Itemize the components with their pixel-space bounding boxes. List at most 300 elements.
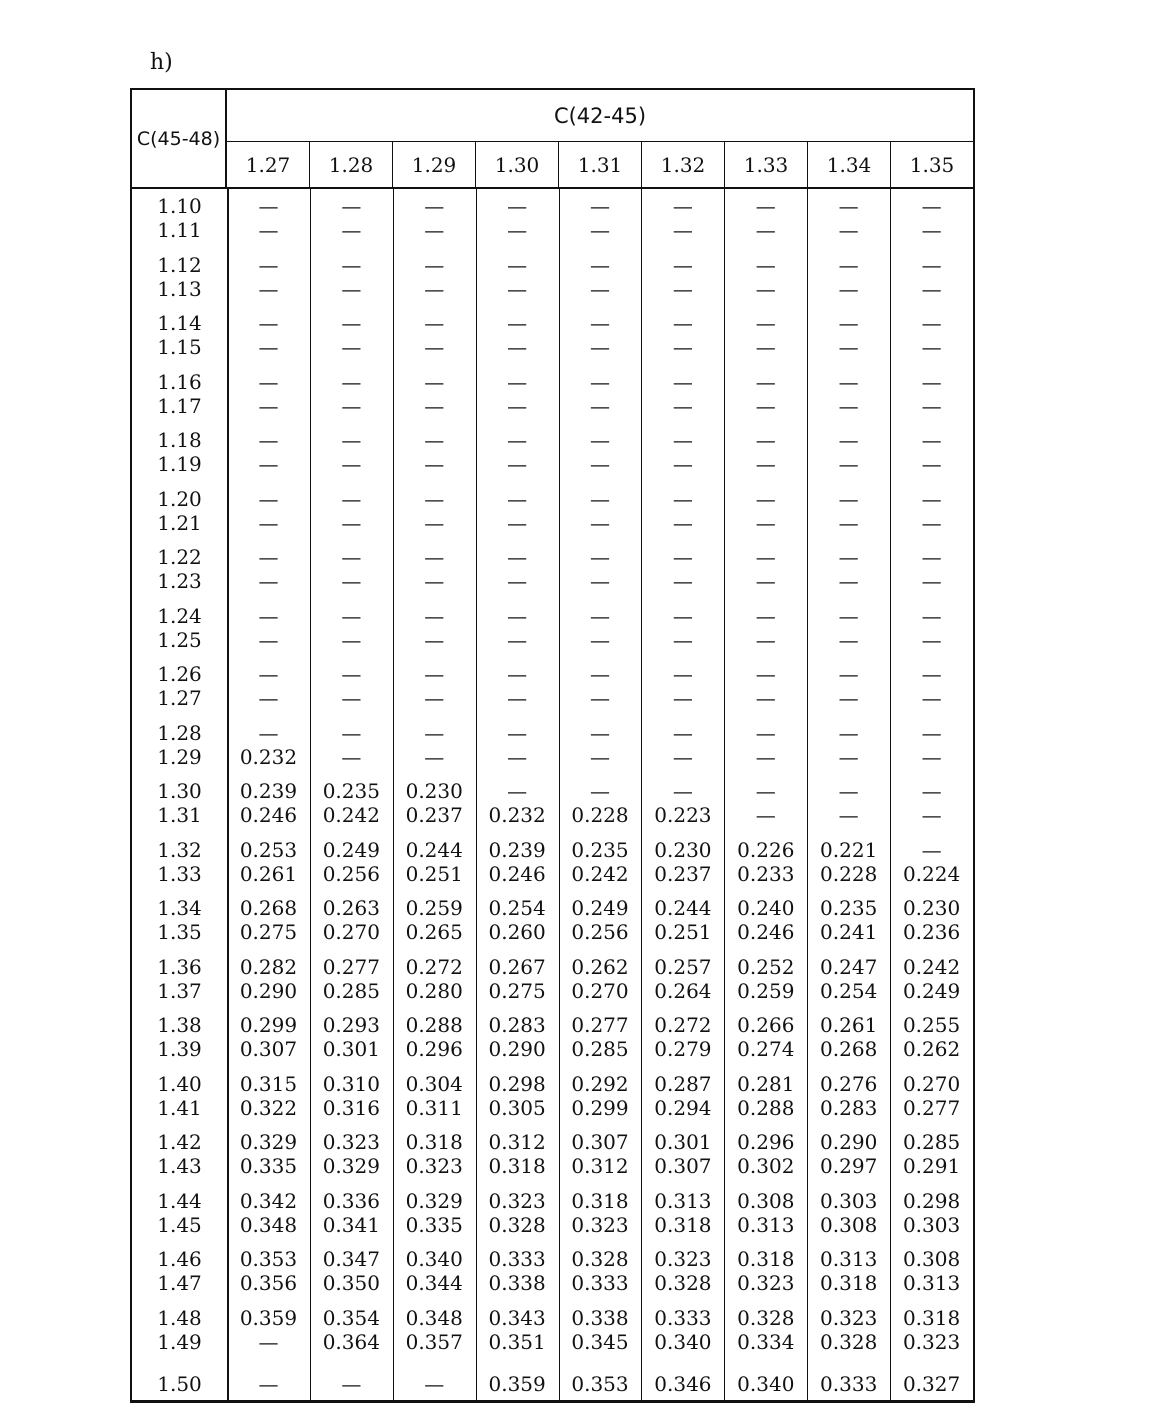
table-cell: 0.235 — [820, 896, 878, 920]
table-cell: 0.323 — [405, 1154, 463, 1178]
table-cell: 0.261 — [820, 1013, 878, 1037]
table-row — [132, 394, 973, 418]
table-cell: — — [507, 393, 528, 418]
table-cell: 0.345 — [571, 1329, 629, 1354]
table-cell: — — [590, 369, 610, 394]
row-label: 1.36 — [157, 954, 202, 979]
table-cell: — — [258, 627, 279, 652]
table-cell: — — [921, 428, 942, 452]
table-cell: — — [921, 252, 942, 277]
table-row — [132, 1072, 973, 1096]
table-cell: — — [921, 369, 942, 394]
table-cell: — — [258, 311, 279, 335]
table-cell: — — [424, 369, 445, 394]
table-cell: 0.256 — [322, 861, 380, 886]
table-cell: — — [507, 720, 528, 745]
table-cell: 0.235 — [322, 779, 380, 803]
table-cell: 0.333 — [654, 1305, 712, 1330]
table-cell: — — [672, 545, 693, 569]
table-row — [132, 487, 973, 511]
table-label: h) — [150, 50, 173, 75]
table-cell: — — [507, 428, 528, 452]
table-cell: 0.296 — [405, 1037, 463, 1061]
table-cell: — — [921, 218, 942, 242]
table-row — [132, 1130, 973, 1154]
table-cell: — — [507, 218, 528, 242]
table-cell: 0.254 — [488, 896, 546, 920]
table-row — [132, 838, 973, 862]
row-label: 1.34 — [157, 896, 202, 920]
table-cell: 0.338 — [488, 1271, 546, 1295]
table-cell: 0.348 — [405, 1305, 463, 1330]
table-cell: — — [424, 720, 445, 745]
table-cell: — — [672, 194, 693, 218]
table-cell: — — [672, 720, 693, 745]
table-cell: 0.323 — [571, 1212, 629, 1237]
table-cell: 0.312 — [488, 1130, 546, 1154]
table-cell: — — [258, 1372, 279, 1396]
row-label: 1.12 — [157, 252, 202, 277]
table-cell: 0.298 — [488, 1071, 546, 1096]
table-cell: — — [838, 720, 859, 745]
table-cell: 0.290 — [488, 1037, 546, 1061]
table-cell: — — [921, 803, 942, 827]
table-cell: 0.336 — [322, 1188, 380, 1213]
table-cell: — — [590, 393, 610, 418]
table-cell: — — [258, 194, 279, 218]
table-cell: 0.328 — [654, 1271, 712, 1295]
row-label: 1.17 — [157, 393, 202, 418]
table-row — [132, 335, 973, 359]
column-header: 1.34 — [808, 142, 891, 187]
table-cell: — — [341, 720, 362, 745]
table-cell: 0.313 — [737, 1212, 795, 1237]
table-cell: 0.230 — [405, 779, 463, 803]
table-cell: 0.353 — [571, 1372, 629, 1396]
table-cell: 0.356 — [239, 1271, 298, 1295]
table-cell: — — [507, 744, 528, 769]
table-cell: — — [424, 545, 445, 569]
table-cell: — — [672, 218, 693, 242]
table-cell: — — [672, 744, 693, 769]
table-cell: 0.311 — [405, 1095, 463, 1120]
table-cell: 0.359 — [488, 1372, 546, 1396]
table-cell: — — [258, 603, 279, 628]
table-cell: 0.259 — [405, 896, 463, 920]
table-cell: 0.308 — [737, 1188, 795, 1213]
table-cell: — — [838, 486, 859, 511]
table-cell: 0.323 — [820, 1305, 878, 1330]
table-cell: — — [507, 311, 528, 335]
table-cell: 0.307 — [654, 1154, 712, 1178]
table-row — [132, 569, 973, 593]
table-row — [132, 955, 973, 979]
table-cell: — — [258, 335, 279, 359]
table-cell: 0.244 — [405, 837, 463, 862]
table-cell: — — [755, 603, 776, 628]
table-cell: — — [341, 369, 362, 394]
table-cell: 0.328 — [571, 1247, 629, 1271]
row-label: 1.45 — [157, 1212, 202, 1237]
table-cell: — — [507, 252, 528, 277]
table-cell: — — [341, 276, 362, 301]
table-cell: 0.323 — [737, 1271, 795, 1295]
table-cell: 0.335 — [405, 1212, 463, 1237]
table-cell: 0.246 — [239, 803, 298, 827]
table-cell: 0.221 — [820, 837, 878, 862]
table-cell: — — [755, 252, 776, 277]
table-cell: 0.262 — [571, 954, 629, 979]
table-cell: — — [838, 393, 859, 418]
table-cell: 0.267 — [488, 954, 546, 979]
table-cell: — — [838, 369, 859, 394]
table-cell: — — [507, 627, 528, 652]
table-cell: — — [507, 276, 528, 301]
table-cell: — — [921, 662, 942, 686]
table-cell: — — [258, 276, 279, 301]
table-cell: 0.305 — [488, 1095, 546, 1120]
table-row — [132, 745, 973, 769]
row-label: 1.18 — [157, 428, 202, 452]
table-cell: 0.323 — [488, 1188, 546, 1213]
table-cell: — — [590, 603, 610, 628]
table-cell: 0.282 — [239, 954, 298, 979]
table-cell: 0.265 — [405, 920, 463, 944]
table-cell: 0.341 — [322, 1212, 380, 1237]
table-cell: — — [838, 428, 859, 452]
table-cell: 0.232 — [239, 744, 298, 769]
table-cell: — — [341, 452, 362, 476]
table-cell: — — [424, 452, 445, 476]
table-cell: 0.316 — [322, 1095, 380, 1120]
table-cell: 0.272 — [654, 1013, 712, 1037]
table-cell: 0.329 — [322, 1154, 380, 1178]
table-cell: 0.228 — [571, 803, 629, 827]
table-cell: 0.247 — [820, 954, 878, 979]
table-cell: — — [755, 627, 776, 652]
table-cell: 0.313 — [654, 1188, 712, 1213]
table-cell: 0.323 — [322, 1130, 380, 1154]
table-cell: — — [921, 276, 942, 301]
table-cell: 0.280 — [405, 978, 463, 1003]
table-cell: — — [590, 311, 610, 335]
column-headers — [227, 142, 973, 187]
table-cell: 0.285 — [902, 1130, 961, 1154]
table-cell: 0.303 — [902, 1212, 961, 1237]
table-cell: — — [755, 744, 776, 769]
table-cell: — — [590, 218, 610, 242]
table-cell: — — [507, 603, 528, 628]
table-cell: — — [424, 428, 445, 452]
table-cell: — — [921, 686, 942, 710]
table-cell: 0.228 — [820, 861, 878, 886]
table-cell: 0.299 — [571, 1095, 629, 1120]
row-label: 1.27 — [157, 686, 202, 710]
table-cell: 0.351 — [488, 1329, 546, 1354]
table-row — [132, 311, 973, 335]
column-group-header: C(42-45) — [227, 90, 973, 142]
row-label: 1.41 — [157, 1095, 202, 1120]
table-cell: — — [341, 569, 362, 593]
table-cell: — — [341, 510, 362, 535]
table-row — [132, 1306, 973, 1330]
table-row — [132, 1189, 973, 1213]
table-cell: — — [672, 428, 693, 452]
table-cell: — — [590, 486, 610, 511]
row-label: 1.33 — [157, 861, 202, 886]
table-row — [132, 545, 973, 569]
table-cell: 0.296 — [737, 1130, 795, 1154]
table-cell: — — [258, 662, 279, 686]
table-cell: 0.281 — [737, 1071, 795, 1096]
table-cell: — — [424, 276, 445, 301]
table-cell: 0.328 — [820, 1329, 878, 1354]
table-cell: — — [838, 218, 859, 242]
table-cell: — — [672, 569, 693, 593]
table-cell: — — [755, 428, 776, 452]
table-cell: 0.359 — [239, 1305, 298, 1330]
table-cell: 0.226 — [737, 837, 795, 862]
table-cell: 0.335 — [239, 1154, 298, 1178]
table-cell: 0.354 — [322, 1305, 380, 1330]
table-cell: 0.257 — [654, 954, 712, 979]
table-cell: — — [838, 545, 859, 569]
table-cell: 0.313 — [820, 1247, 878, 1271]
table-row — [132, 1037, 973, 1061]
row-label: 1.32 — [157, 837, 202, 862]
table-cell: 0.303 — [820, 1188, 878, 1213]
table-cell: — — [838, 569, 859, 593]
table-cell: — — [424, 686, 445, 710]
table-cell: — — [838, 311, 859, 335]
row-label: 1.26 — [157, 662, 202, 686]
table-cell: 0.308 — [902, 1247, 961, 1271]
table-row — [132, 803, 973, 827]
table-cell: 0.288 — [737, 1095, 795, 1120]
table-cell: 0.263 — [322, 896, 380, 920]
table-cell: 0.236 — [902, 920, 961, 944]
table-cell: — — [341, 686, 362, 710]
table-row — [132, 1013, 973, 1037]
table-cell: — — [755, 194, 776, 218]
table-cell: — — [921, 194, 942, 218]
table-cell: 0.251 — [405, 861, 463, 886]
table-cell: 0.260 — [488, 920, 546, 944]
table-cell: — — [755, 662, 776, 686]
table-cell: — — [672, 369, 693, 394]
table-cell: — — [258, 1329, 279, 1354]
table-cell: — — [672, 662, 693, 686]
row-label: 1.43 — [157, 1154, 202, 1178]
column-header: 1.31 — [559, 142, 642, 187]
row-label: 1.49 — [157, 1329, 202, 1354]
table-cell: 0.298 — [902, 1188, 961, 1213]
table-cell: 0.318 — [405, 1130, 463, 1154]
table-cell: — — [755, 569, 776, 593]
table-cell: — — [258, 252, 279, 277]
table-cell: — — [755, 720, 776, 745]
row-header: C(45-48) — [132, 90, 227, 187]
table-cell: — — [838, 194, 859, 218]
row-label: 1.38 — [157, 1013, 202, 1037]
table-cell: — — [424, 569, 445, 593]
table-cell: 0.329 — [405, 1188, 463, 1213]
table-cell: — — [838, 803, 859, 827]
table-cell: 0.246 — [737, 920, 795, 944]
column-header: 1.32 — [642, 142, 725, 187]
table-cell: — — [341, 603, 362, 628]
table-cell: — — [341, 744, 362, 769]
table-row — [132, 604, 973, 628]
table-cell: — — [590, 720, 610, 745]
table-cell: — — [424, 1372, 445, 1396]
table-cell: — — [258, 510, 279, 535]
table-row — [132, 452, 973, 476]
table-cell: 0.307 — [239, 1037, 298, 1061]
table-cell: 0.285 — [571, 1037, 629, 1061]
table-cell: 0.318 — [820, 1271, 878, 1295]
table-cell: 0.338 — [571, 1305, 629, 1330]
table-cell: — — [838, 603, 859, 628]
table-cell: 0.276 — [820, 1071, 878, 1096]
table-cell: — — [838, 510, 859, 535]
row-label: 1.10 — [157, 194, 202, 218]
table-cell: — — [341, 662, 362, 686]
table-cell: 0.342 — [239, 1188, 298, 1213]
table-cell: 0.290 — [239, 978, 298, 1003]
table-cell: — — [590, 510, 610, 535]
table-cell: 0.299 — [239, 1013, 298, 1037]
table-cell: 0.268 — [239, 896, 298, 920]
table-cell: — — [507, 545, 528, 569]
table-cell: 0.270 — [571, 978, 629, 1003]
table-cell: 0.283 — [488, 1013, 546, 1037]
table-cell: 0.252 — [737, 954, 795, 979]
table-row — [132, 1271, 973, 1295]
table-cell: — — [590, 252, 610, 277]
table-cell: — — [590, 686, 610, 710]
table-row — [132, 1247, 973, 1271]
table-cell: — — [672, 627, 693, 652]
table-cell: 0.329 — [239, 1130, 298, 1154]
table-cell: — — [838, 335, 859, 359]
table-cell: — — [258, 545, 279, 569]
table-cell: — — [921, 545, 942, 569]
table-cell: — — [755, 369, 776, 394]
table-cell: 0.343 — [488, 1305, 546, 1330]
table-cell: — — [341, 252, 362, 277]
table-row — [132, 896, 973, 920]
table-cell: — — [921, 452, 942, 476]
table-cell: — — [590, 569, 610, 593]
table-cell: 0.340 — [737, 1372, 795, 1396]
table-cell: — — [672, 452, 693, 476]
table-cell: — — [507, 510, 528, 535]
table-cell: 0.301 — [322, 1037, 380, 1061]
table-cell: — — [755, 545, 776, 569]
table-cell: 0.333 — [571, 1271, 629, 1295]
table-cell: 0.328 — [488, 1212, 546, 1237]
table-cell: 0.297 — [820, 1154, 878, 1178]
table-cell: 0.270 — [902, 1071, 961, 1096]
table-cell: 0.350 — [322, 1271, 380, 1295]
table-cell: — — [424, 486, 445, 511]
table-cell: — — [755, 335, 776, 359]
table-cell: 0.315 — [239, 1071, 298, 1096]
row-label: 1.42 — [157, 1130, 202, 1154]
table-cell: 0.287 — [654, 1071, 712, 1096]
row-label: 1.31 — [157, 803, 202, 827]
table-cell: — — [258, 486, 279, 511]
table-cell: — — [258, 720, 279, 745]
table-cell: 0.249 — [322, 837, 380, 862]
table-cell: — — [921, 486, 942, 511]
table-cell: 0.266 — [737, 1013, 795, 1037]
table-row — [132, 1330, 973, 1354]
table-cell: — — [507, 569, 528, 593]
table-cell: — — [424, 393, 445, 418]
table-cell: — — [590, 779, 610, 803]
table-cell: — — [258, 569, 279, 593]
table-cell: — — [921, 837, 942, 862]
table-cell: — — [424, 335, 445, 359]
table-cell: — — [424, 311, 445, 335]
table-cell: 0.237 — [405, 803, 463, 827]
row-label: 1.21 — [157, 510, 202, 535]
table-cell: 0.348 — [239, 1212, 298, 1237]
table-cell: 0.327 — [902, 1372, 961, 1396]
table-body — [132, 189, 973, 1400]
table-cell: 0.253 — [239, 837, 298, 862]
table-cell: — — [755, 486, 776, 511]
table-cell: 0.292 — [571, 1071, 629, 1096]
table-cell: 0.313 — [902, 1271, 961, 1295]
table-cell: 0.264 — [654, 978, 712, 1003]
table-cell: — — [755, 311, 776, 335]
table-cell: — — [672, 311, 693, 335]
table-cell: 0.323 — [902, 1329, 961, 1354]
table-row — [132, 194, 973, 218]
table-row — [132, 511, 973, 535]
table-row — [132, 920, 973, 944]
table-cell: 0.357 — [405, 1329, 463, 1354]
row-label: 1.20 — [157, 486, 202, 511]
row-label: 1.22 — [157, 545, 202, 569]
table-cell: 0.235 — [571, 837, 629, 862]
table-row — [132, 628, 973, 652]
table-cell: — — [507, 369, 528, 394]
table-cell: — — [672, 486, 693, 511]
table-cell: 0.275 — [239, 920, 298, 944]
table-cell: — — [341, 545, 362, 569]
table-cell: 0.294 — [654, 1095, 712, 1120]
table-cell: 0.291 — [902, 1154, 961, 1178]
row-label: 1.44 — [157, 1188, 202, 1213]
table-cell: 0.242 — [902, 954, 961, 979]
table-cell: — — [672, 393, 693, 418]
table-cell: 0.333 — [488, 1247, 546, 1271]
table-cell: 0.240 — [737, 896, 795, 920]
table-cell: — — [672, 686, 693, 710]
column-header: 1.30 — [476, 142, 559, 187]
table-cell: — — [672, 779, 693, 803]
table-cell: — — [838, 779, 859, 803]
table-cell: — — [672, 276, 693, 301]
table-cell: — — [507, 686, 528, 710]
table-cell: — — [341, 627, 362, 652]
table-row — [132, 862, 973, 886]
table-row — [132, 1213, 973, 1237]
